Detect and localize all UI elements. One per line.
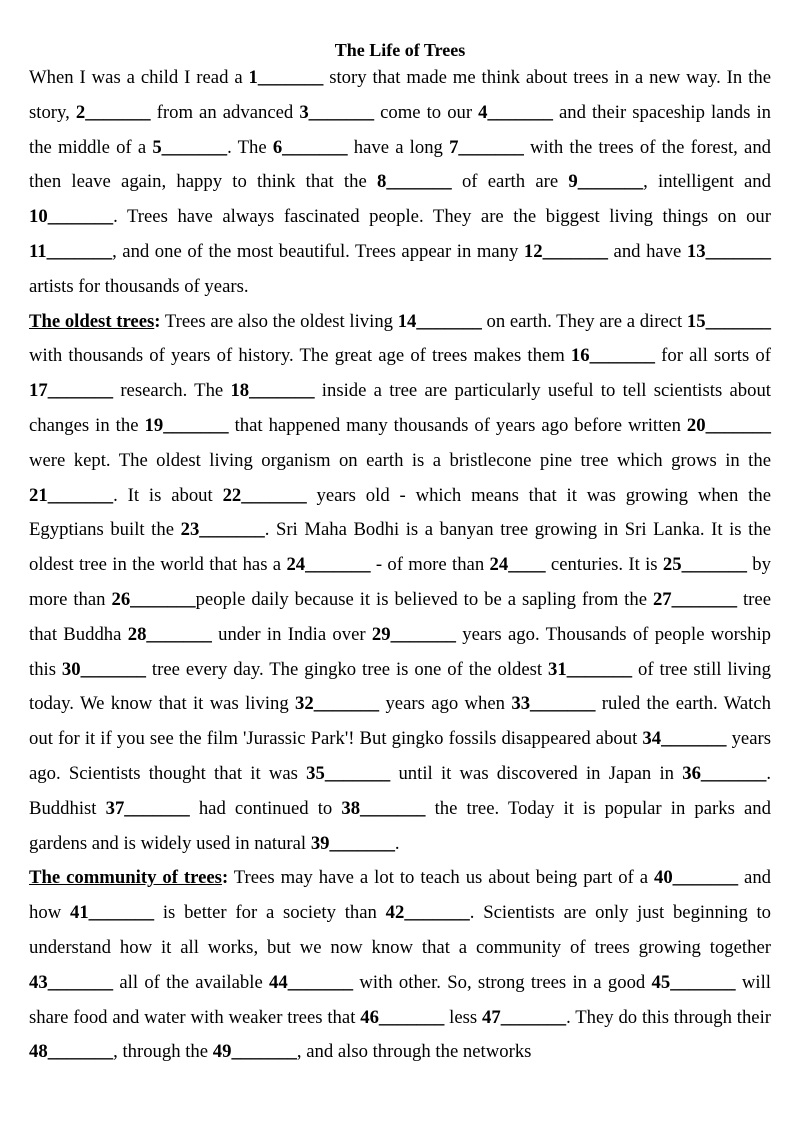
numbered-blank: 28_______ — [127, 623, 212, 645]
passage-text: centuries. It is — [545, 554, 663, 576]
numbered-blank: 8_______ — [376, 171, 452, 193]
numbered-blank: 9_______ — [568, 171, 644, 193]
numbered-blank: 49_______ — [212, 1041, 297, 1063]
passage-text: . Scientists are only just beginning to understand how it all works, but we now know that a community of trees growing together — [29, 902, 771, 958]
passage-text: years ago. Scientists thought that it was — [29, 728, 771, 784]
passage-text: research. The — [113, 380, 231, 402]
passage-text: . Trees have always fascinated people. They are the biggest living things on our — [113, 206, 771, 228]
numbered-blank: 24____ — [489, 554, 546, 576]
numbered-blank: 40_______ — [653, 867, 739, 889]
numbered-blank: 3_______ — [299, 101, 375, 123]
numbered-blank: 42_______ — [385, 902, 470, 924]
numbered-blank: 15_______ — [686, 310, 772, 332]
passage-text: with thousands of years of history. The great age of trees makes them — [29, 345, 571, 367]
numbered-blank: 34_______ — [642, 728, 727, 750]
numbered-blank: 16_______ — [570, 345, 656, 367]
numbered-blank: 36_______ — [682, 762, 767, 784]
section-heading: The oldest trees — [29, 310, 155, 332]
passage-text: by more than — [29, 554, 771, 610]
passage-text: . It is about — [113, 484, 223, 506]
passage-text: , intelligent and — [643, 171, 771, 193]
passage-text: of tree still living today. We know that it was living — [29, 658, 771, 715]
numbered-blank: 25_______ — [662, 554, 747, 576]
numbered-blank: 44_______ — [269, 971, 354, 993]
numbered-blank: 29_______ — [371, 623, 456, 645]
numbered-blank: 11_______ — [29, 240, 113, 262]
numbered-blank: 30_______ — [61, 658, 147, 680]
numbered-blank: 41_______ — [69, 902, 155, 924]
numbered-blank: 4_______ — [478, 101, 553, 123]
passage-text: . Buddhist — [29, 762, 771, 819]
passage-text: tree that Buddha — [29, 588, 771, 645]
passage-text: is better for a society than — [154, 902, 386, 924]
passage-text: . Sri Maha Bodhi is a banyan tree growing in Sri Lanka. It is the oldest tree in the world that has a — [29, 519, 771, 576]
numbered-blank: 39_______ — [310, 832, 395, 854]
passage-text: ruled the earth. Watch out for it if you see the film 'Jurassic Park'! But gingko fossils disappeared about — [29, 693, 771, 750]
numbered-blank: 14_______ — [397, 310, 482, 332]
numbered-blank: 48_______ — [29, 1041, 114, 1063]
passage-text: had continued to — [189, 797, 342, 819]
numbered-blank: 37_______ — [105, 797, 190, 819]
passage-text: all of the available — [113, 971, 270, 993]
passage-text: were kept. The oldest living organism on earth is a bristlecone pine tree which grows in the — [29, 449, 771, 471]
numbered-blank: 31_______ — [548, 658, 633, 680]
passage-text: . — [394, 832, 400, 854]
numbered-blank: 45_______ — [651, 971, 736, 993]
passage-text: When I was a child I read a — [29, 67, 249, 88]
numbered-blank: 12_______ — [523, 240, 608, 262]
passage-text: years old - which means that it was growing when the Egyptians built the — [29, 484, 771, 541]
passage-text: Trees are also the oldest living — [160, 310, 398, 332]
numbered-blank: 22_______ — [222, 484, 307, 506]
passage-text: , and also through the networks — [296, 1041, 532, 1063]
numbered-blank: 27_______ — [652, 588, 738, 610]
passage-text: the tree. Today it is popular in parks and gardens and is widely used in natural — [29, 797, 771, 854]
passage-text: . They do this through their — [566, 1006, 772, 1028]
passage-text: , and one of the most beautiful. Trees appear in many — [112, 240, 524, 262]
passage-text: artists for thousands of years. — [29, 275, 249, 297]
heading-colon: : — [221, 867, 229, 889]
worksheet-page — [29, 38, 771, 1070]
worksheet-body — [29, 61, 771, 1070]
numbered-blank: 46_______ — [360, 1006, 445, 1028]
numbered-blank: 24_______ — [286, 554, 371, 576]
passage-text: and have — [608, 240, 687, 262]
numbered-blank: 23_______ — [180, 519, 265, 541]
passage-text: of earth are — [451, 171, 569, 193]
passage-text: people daily because it is believed to be a sapling from the — [195, 588, 653, 610]
passage-text: story that made me think about trees in a new way. In the story, — [29, 67, 771, 123]
page-title: The Life of Trees — [334, 40, 466, 60]
passage-text: on earth. They are a direct — [481, 310, 687, 332]
passage-text: Trees may have a lot to teach us about being part of a — [228, 867, 654, 889]
numbered-blank: 35_______ — [306, 762, 391, 784]
passage-text: under in India over — [211, 623, 372, 645]
numbered-blank: 20_______ — [686, 414, 771, 436]
numbered-blank: 5_______ — [152, 136, 228, 158]
numbered-blank: 43_______ — [29, 971, 114, 993]
numbered-blank: 38_______ — [341, 797, 426, 819]
passage-text: will share food and water with weaker trees that — [29, 971, 771, 1028]
passage-text: inside a tree are particularly useful to tell scientists about changes in the — [29, 380, 771, 436]
numbered-blank: 17_______ — [29, 380, 114, 402]
passage-text: less — [444, 1006, 482, 1028]
numbered-blank: 7_______ — [449, 136, 524, 158]
paragraph — [29, 61, 771, 305]
numbered-blank: 10_______ — [29, 206, 114, 228]
numbered-blank: 18_______ — [230, 380, 315, 402]
passage-text: have a long — [347, 136, 450, 158]
passage-text: and how — [29, 867, 772, 924]
paragraph — [29, 305, 771, 862]
passage-text: for all sorts of — [655, 345, 771, 367]
numbered-blank: 6_______ — [272, 136, 348, 158]
passage-text: - of more than — [370, 554, 490, 576]
passage-text: with other. So, strong trees in a good — [353, 971, 652, 993]
numbered-blank: 19_______ — [144, 414, 229, 436]
section-heading: The community of trees — [29, 867, 222, 889]
numbered-blank: 21_______ — [29, 484, 114, 506]
passage-text: come to our — [374, 101, 479, 123]
passage-text: until it was discovered in Japan in — [390, 762, 683, 784]
passage-text: tree every day. The gingko tree is one of the oldest — [146, 658, 549, 680]
numbered-blank: 13_______ — [686, 240, 771, 262]
numbered-blank: 1_______ — [248, 67, 324, 88]
passage-text: , through the — [113, 1041, 213, 1063]
numbered-blank: 33_______ — [511, 693, 596, 715]
passage-text: from an advanced — [150, 101, 300, 123]
passage-text: and their spaceship lands in the middle of a — [29, 101, 771, 158]
paragraph — [29, 861, 771, 1070]
passage-text: . The — [227, 136, 273, 158]
numbered-blank: 32_______ — [295, 693, 380, 715]
numbered-blank: 47_______ — [482, 1006, 567, 1028]
passage-text: years ago when — [379, 693, 512, 715]
passage-text: years ago. Thousands of people worship this — [29, 623, 771, 680]
numbered-blank: 26_______ — [111, 588, 196, 610]
numbered-blank: 2_______ — [75, 101, 151, 123]
passage-text: with the trees of the forest, and then leave again, happy to think that the — [29, 136, 772, 193]
heading-colon: : — [154, 310, 161, 332]
passage-text: that happened many thousands of years ago before written — [228, 414, 687, 436]
